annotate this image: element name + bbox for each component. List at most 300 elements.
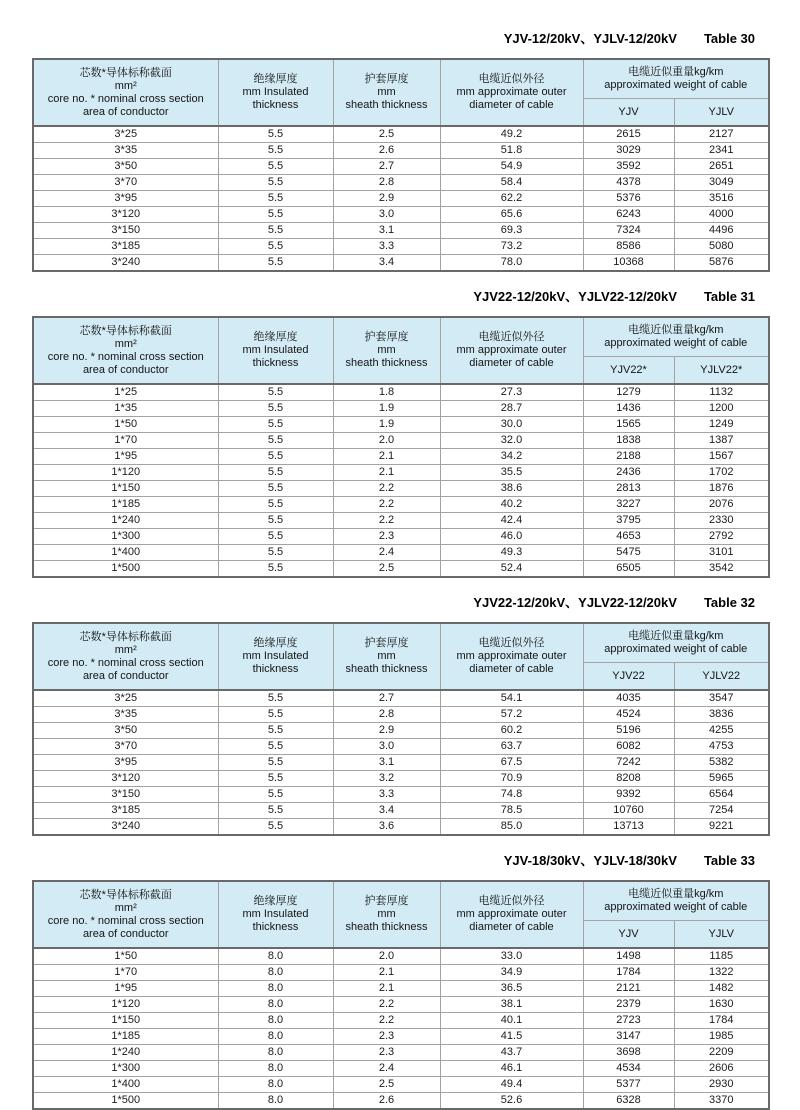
cell: 1*35 (33, 401, 218, 417)
header-line: mm² (114, 643, 137, 656)
cell: 4653 (583, 529, 674, 545)
cell: 40.2 (440, 497, 583, 513)
header-line: 绝缘厚度 (253, 637, 298, 649)
cell: 4534 (583, 1061, 674, 1077)
cell: 46.0 (440, 529, 583, 545)
cell: 6243 (583, 207, 674, 223)
cell: 2.0 (333, 948, 440, 965)
cell: 3.6 (333, 819, 440, 836)
table-row (33, 207, 769, 223)
cell: 1*300 (33, 529, 218, 545)
cell: 2.3 (333, 1029, 440, 1045)
cell: 46.1 (440, 1061, 583, 1077)
cell: 27.3 (440, 384, 583, 401)
table-row (33, 223, 769, 239)
cell: 5.5 (218, 690, 333, 707)
cell: 38.1 (440, 997, 583, 1013)
cell: 2.2 (333, 513, 440, 529)
col-header-cross-section (33, 59, 218, 126)
cell: 3.1 (333, 755, 440, 771)
cell: 1567 (674, 449, 769, 465)
cell: 1*400 (33, 1077, 218, 1093)
cell: 3*95 (33, 755, 218, 771)
cell: 5.5 (218, 545, 333, 561)
header-line: 护套厚度 (364, 895, 409, 907)
cell: 9392 (583, 787, 674, 803)
cell: 51.8 (440, 143, 583, 159)
cell: 4035 (583, 690, 674, 707)
cell: 8586 (583, 239, 674, 255)
header-line: 芯数*导体标称截面 (79, 66, 172, 79)
cell: 5.5 (218, 143, 333, 159)
cell: 3592 (583, 159, 674, 175)
header-line: core no. * nominal cross section (47, 656, 204, 669)
table-title-models: YJV22-12/20kV、YJLV22-12/20kV (473, 289, 677, 304)
cell: 8.0 (218, 1093, 333, 1110)
col-header-sheath-thickness (333, 881, 440, 948)
header-line: approximated weight of cable (604, 901, 748, 913)
cell: 2.3 (333, 1045, 440, 1061)
cell: 1*70 (33, 965, 218, 981)
cell: 5.5 (218, 803, 333, 819)
header-line: thickness (252, 99, 299, 111)
cell: 63.7 (440, 739, 583, 755)
table-title-models: YJV-12/20kV、YJLV-12/20kV (503, 31, 677, 46)
table-row (33, 255, 769, 272)
cell: 7324 (583, 223, 674, 239)
cell: 5377 (583, 1077, 674, 1093)
cell: 7242 (583, 755, 674, 771)
header-line: mm approximate outer (456, 650, 567, 662)
cell: 3370 (674, 1093, 769, 1110)
cell: 2.5 (333, 1077, 440, 1093)
cell: 2.2 (333, 1013, 440, 1029)
cell: 2127 (674, 126, 769, 143)
header-line: sheath thickness (345, 357, 428, 369)
cell: 3*25 (33, 690, 218, 707)
cell: 1985 (674, 1029, 769, 1045)
col-header-insulation-thickness (218, 881, 333, 948)
cell: 2.2 (333, 997, 440, 1013)
cell: 67.5 (440, 755, 583, 771)
cell: 8.0 (218, 1045, 333, 1061)
cell: 34.9 (440, 965, 583, 981)
table-number: Table 30 (703, 31, 755, 46)
header-line: 电缆近似重量kg/km (628, 66, 724, 78)
cell: 3*25 (33, 126, 218, 143)
table-number: Table 32 (703, 595, 755, 610)
cell: 3*50 (33, 159, 218, 175)
cell: 2436 (583, 465, 674, 481)
header-line: mm approximate outer (456, 908, 567, 920)
table-body (33, 384, 769, 577)
cell: 1*150 (33, 481, 218, 497)
col-header-outer-diameter (440, 317, 583, 384)
cell: 3836 (674, 707, 769, 723)
cell: 2121 (583, 981, 674, 997)
cell: 5.5 (218, 787, 333, 803)
table-row (33, 1061, 769, 1077)
cell: 3.0 (333, 207, 440, 223)
table-row (33, 787, 769, 803)
header-line: 护套厚度 (364, 637, 409, 649)
cell: 2341 (674, 143, 769, 159)
col-header-weight-yjlv22: YJLV22* (674, 357, 769, 385)
cell: 5.5 (218, 126, 333, 143)
table-row (33, 1093, 769, 1110)
table-row (33, 513, 769, 529)
header-line: area of conductor (82, 927, 169, 940)
cell: 2.1 (333, 449, 440, 465)
cell: 38.6 (440, 481, 583, 497)
cell: 1*300 (33, 1061, 218, 1077)
cell: 3049 (674, 175, 769, 191)
header-line: sheath thickness (345, 921, 428, 933)
cell: 1*185 (33, 1029, 218, 1045)
cell: 2651 (674, 159, 769, 175)
cell: 13713 (583, 819, 674, 836)
table-row (33, 449, 769, 465)
header-line: area of conductor (82, 105, 169, 118)
header-line: core no. * nominal cross section (47, 914, 204, 927)
table-body (33, 948, 769, 1109)
cell: 35.5 (440, 465, 583, 481)
cell: 3029 (583, 143, 674, 159)
cell: 1784 (674, 1013, 769, 1029)
col-header-sheath-thickness (333, 317, 440, 384)
cell: 1482 (674, 981, 769, 997)
col-header-weight-yjlv: YJLV (674, 99, 769, 127)
cell: 1*240 (33, 513, 218, 529)
cell: 5.5 (218, 207, 333, 223)
table-row (33, 1077, 769, 1093)
table-row (33, 1013, 769, 1029)
cell: 1436 (583, 401, 674, 417)
cell: 34.2 (440, 449, 583, 465)
col-header-weight-group (583, 59, 769, 99)
header-line: 电缆近似外径 (478, 637, 545, 649)
cell: 5.5 (218, 239, 333, 255)
header-line: 绝缘厚度 (253, 331, 298, 343)
cell: 2.8 (333, 707, 440, 723)
cell: 2.9 (333, 191, 440, 207)
header-line: thickness (252, 921, 299, 933)
cell: 2.3 (333, 529, 440, 545)
cell: 52.4 (440, 561, 583, 578)
cell: 3*240 (33, 819, 218, 836)
table-row (33, 803, 769, 819)
table-row (33, 723, 769, 739)
cell: 2.8 (333, 175, 440, 191)
col-header-outer-diameter (440, 881, 583, 948)
header-line: 绝缘厚度 (253, 73, 298, 85)
cell: 4378 (583, 175, 674, 191)
table-row (33, 981, 769, 997)
col-header-cross-section (33, 317, 218, 384)
header-line: mm² (114, 901, 137, 914)
table-row (33, 433, 769, 449)
header-line: core no. * nominal cross section (47, 350, 204, 363)
header-line: 电缆近似重量kg/km (628, 324, 724, 336)
table-row (33, 481, 769, 497)
header-line: mm Insulated (242, 86, 309, 98)
cell: 1*70 (33, 433, 218, 449)
cell: 1498 (583, 948, 674, 965)
cell: 49.2 (440, 126, 583, 143)
cell: 1200 (674, 401, 769, 417)
cell: 6505 (583, 561, 674, 578)
table-body (33, 690, 769, 835)
cell: 2.1 (333, 465, 440, 481)
cell: 74.8 (440, 787, 583, 803)
header-line: thickness (252, 357, 299, 369)
cell: 2.7 (333, 690, 440, 707)
table-row (33, 545, 769, 561)
cell: 73.2 (440, 239, 583, 255)
cell: 8.0 (218, 948, 333, 965)
cell: 9221 (674, 819, 769, 836)
cell: 3.4 (333, 255, 440, 272)
cell: 78.0 (440, 255, 583, 272)
header-line: approximated weight of cable (604, 79, 748, 91)
cell: 1*50 (33, 948, 218, 965)
header-line: mm approximate outer (456, 86, 567, 98)
cell: 3*150 (33, 787, 218, 803)
col-header-weight-yjv22: YJV22 (583, 663, 674, 691)
cell: 3.2 (333, 771, 440, 787)
cell: 57.2 (440, 707, 583, 723)
header-line: 电缆近似外径 (478, 331, 545, 343)
cell: 10760 (583, 803, 674, 819)
cell: 8208 (583, 771, 674, 787)
cell: 5.5 (218, 819, 333, 836)
cell: 5.5 (218, 465, 333, 481)
table-row (33, 819, 769, 836)
table-row (33, 529, 769, 545)
cell: 8.0 (218, 1029, 333, 1045)
cell: 3.1 (333, 223, 440, 239)
cell: 2.4 (333, 545, 440, 561)
cell: 5.5 (218, 449, 333, 465)
cell: 54.1 (440, 690, 583, 707)
cell: 6082 (583, 739, 674, 755)
col-header-weight-yjv22: YJV22* (583, 357, 674, 385)
col-header-weight-yjlv: YJLV (674, 921, 769, 949)
table-title (32, 595, 768, 610)
table-row (33, 755, 769, 771)
cell: 49.3 (440, 545, 583, 561)
cell: 6328 (583, 1093, 674, 1110)
cell: 3698 (583, 1045, 674, 1061)
cell: 1565 (583, 417, 674, 433)
cell: 1279 (583, 384, 674, 401)
cell: 1132 (674, 384, 769, 401)
cell: 7254 (674, 803, 769, 819)
col-header-weight-group (583, 317, 769, 357)
cell: 3*185 (33, 803, 218, 819)
cell: 5.5 (218, 529, 333, 545)
cell: 30.0 (440, 417, 583, 433)
cell: 3147 (583, 1029, 674, 1045)
cell: 5.5 (218, 561, 333, 578)
cell: 65.6 (440, 207, 583, 223)
cell: 5080 (674, 239, 769, 255)
table-row (33, 965, 769, 981)
cell: 1185 (674, 948, 769, 965)
col-header-weight-group (583, 881, 769, 921)
cell: 3.0 (333, 739, 440, 755)
table-title (32, 31, 768, 46)
cell: 32.0 (440, 433, 583, 449)
table-row (33, 384, 769, 401)
cell: 54.9 (440, 159, 583, 175)
cell: 5.5 (218, 255, 333, 272)
cell: 4255 (674, 723, 769, 739)
cell: 5475 (583, 545, 674, 561)
cell: 1*150 (33, 1013, 218, 1029)
table-row (33, 1029, 769, 1045)
table-row (33, 401, 769, 417)
cell: 8.0 (218, 1077, 333, 1093)
cell: 49.4 (440, 1077, 583, 1093)
cell: 36.5 (440, 981, 583, 997)
header-line: core no. * nominal cross section (47, 92, 204, 105)
col-header-insulation-thickness (218, 317, 333, 384)
table-row (33, 997, 769, 1013)
cell: 2.0 (333, 433, 440, 449)
cell: 2379 (583, 997, 674, 1013)
table-row (33, 948, 769, 965)
cell: 3*120 (33, 207, 218, 223)
header-line: 芯数*导体标称截面 (79, 324, 172, 337)
header-line: 芯数*导体标称截面 (79, 888, 172, 901)
cell: 5.5 (218, 384, 333, 401)
col-header-weight-yjv: YJV (583, 99, 674, 127)
cell: 52.6 (440, 1093, 583, 1110)
cell: 85.0 (440, 819, 583, 836)
header-line: area of conductor (82, 669, 169, 682)
header-line: mm (377, 86, 396, 98)
cable-spec-table (32, 622, 770, 836)
cell: 3*185 (33, 239, 218, 255)
cell: 62.2 (440, 191, 583, 207)
cell: 69.3 (440, 223, 583, 239)
cell: 6564 (674, 787, 769, 803)
col-header-outer-diameter (440, 623, 583, 690)
cell: 2.1 (333, 965, 440, 981)
cell: 5.5 (218, 223, 333, 239)
cell: 5.5 (218, 723, 333, 739)
cell: 2.1 (333, 981, 440, 997)
header-line: diameter of cable (469, 663, 554, 675)
cell: 3101 (674, 545, 769, 561)
col-header-sheath-thickness (333, 623, 440, 690)
header-line: 电缆近似外径 (478, 73, 545, 85)
cell: 5376 (583, 191, 674, 207)
table-number: Table 31 (703, 289, 755, 304)
cell: 1*25 (33, 384, 218, 401)
cell: 3795 (583, 513, 674, 529)
cell: 3*70 (33, 739, 218, 755)
cell: 3*95 (33, 191, 218, 207)
cell: 1.9 (333, 417, 440, 433)
col-header-insulation-thickness (218, 623, 333, 690)
header-line: 护套厚度 (364, 73, 409, 85)
table-row (33, 191, 769, 207)
cable-spec-section-33 (32, 853, 800, 1110)
table-title (32, 289, 768, 304)
cell: 5.5 (218, 707, 333, 723)
header-line: sheath thickness (345, 99, 428, 111)
cell: 1784 (583, 965, 674, 981)
cell: 70.9 (440, 771, 583, 787)
cell: 2.2 (333, 481, 440, 497)
cell: 1.8 (333, 384, 440, 401)
cell: 1*50 (33, 417, 218, 433)
header-line: diameter of cable (469, 99, 554, 111)
col-header-cross-section (33, 881, 218, 948)
cell: 8.0 (218, 981, 333, 997)
col-header-weight-group (583, 623, 769, 663)
header-line: 电缆近似重量kg/km (628, 888, 724, 900)
table-title (32, 853, 768, 868)
cable-spec-table (32, 880, 770, 1110)
cell: 5.5 (218, 771, 333, 787)
table-row (33, 707, 769, 723)
cell: 2.9 (333, 723, 440, 739)
table-row (33, 739, 769, 755)
cell: 4496 (674, 223, 769, 239)
cell: 5965 (674, 771, 769, 787)
cell: 2.5 (333, 126, 440, 143)
header-line: area of conductor (82, 363, 169, 376)
cell: 3*120 (33, 771, 218, 787)
cell: 5.5 (218, 191, 333, 207)
cell: 4524 (583, 707, 674, 723)
cell: 8.0 (218, 1013, 333, 1029)
cell: 10368 (583, 255, 674, 272)
table-row (33, 497, 769, 513)
cell: 8.0 (218, 1061, 333, 1077)
cell: 41.5 (440, 1029, 583, 1045)
table-title-models: YJV22-12/20kV、YJLV22-12/20kV (473, 595, 677, 610)
cell: 2.4 (333, 1061, 440, 1077)
table-row (33, 417, 769, 433)
cell: 2.6 (333, 1093, 440, 1110)
cell: 1*500 (33, 561, 218, 578)
header-line: diameter of cable (469, 357, 554, 369)
header-line: mm Insulated (242, 344, 309, 356)
col-header-weight-yjlv22: YJLV22 (674, 663, 769, 691)
table-title-models: YJV-18/30kV、YJLV-18/30kV (503, 853, 677, 868)
header-line: mm (377, 908, 396, 920)
header-line: diameter of cable (469, 921, 554, 933)
cable-spec-table (32, 58, 770, 272)
cell: 2188 (583, 449, 674, 465)
cell: 1*400 (33, 545, 218, 561)
cell: 1322 (674, 965, 769, 981)
cell: 58.4 (440, 175, 583, 191)
table-row (33, 465, 769, 481)
cell: 2930 (674, 1077, 769, 1093)
cell: 1*500 (33, 1093, 218, 1110)
cell: 2.6 (333, 143, 440, 159)
cell: 1.9 (333, 401, 440, 417)
table-row (33, 159, 769, 175)
cell: 2076 (674, 497, 769, 513)
cell: 1*185 (33, 497, 218, 513)
cell: 8.0 (218, 965, 333, 981)
